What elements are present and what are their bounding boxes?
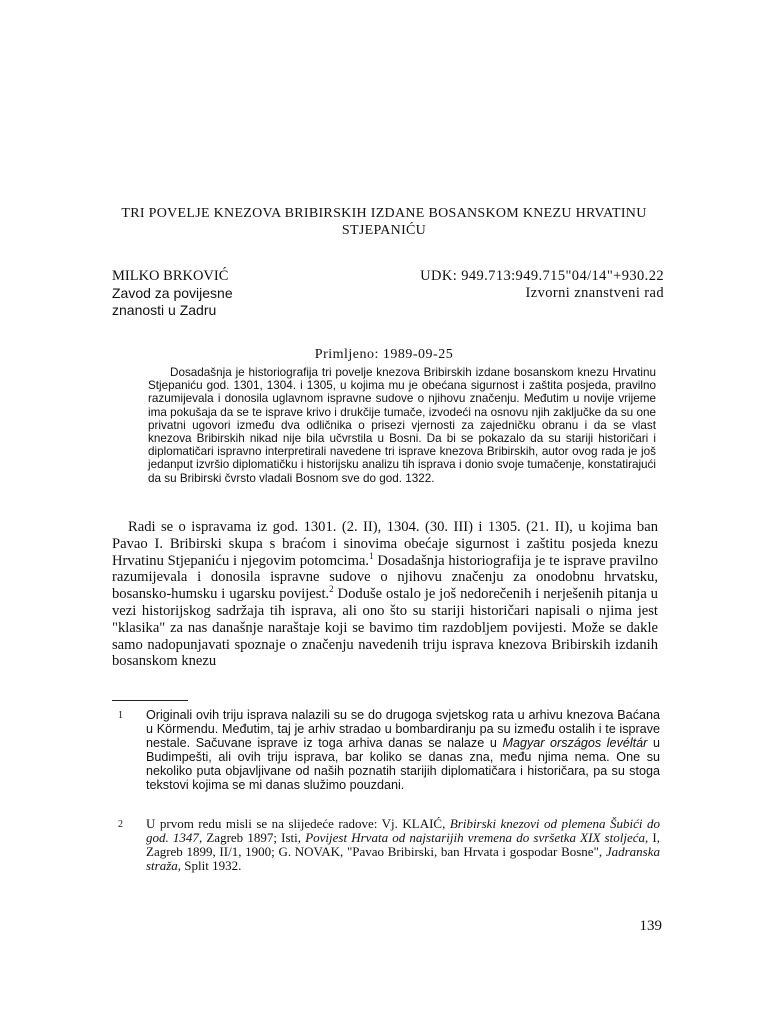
footnote-2-text — [146, 817, 660, 873]
received-date: Primljeno: 1989-09-25 — [314, 347, 454, 362]
footnote-2-text-e: , I, Zagreb 1899, II/1, 1900; G. NOVAK, "Pavao Bribirski, ban Hrvata i gospodar Bosne", — [146, 830, 661, 860]
footnote-2-work-1: Bribirski knezovi od plemena Šubići do god. 1347 — [146, 816, 660, 846]
footnote-2 — [112, 817, 660, 873]
body-text-part2: Dosadašnja historiografija je te isprave pravilno razumijevala i donosila ispravne sudove o njihovu značenju za onodobnu hrvatsku, bosansko-humsku i ugarsku povijest. — [112, 552, 658, 603]
article-type: Izvorni znanstveni rad — [525, 285, 664, 301]
footnote-ref-1: 1 — [369, 550, 374, 561]
footnote-2-work-2: Povijest Hrvata od najstarijih vremena do svršetka XIX stoljeća — [305, 830, 645, 846]
udk-code: UDK: 949.713:949.715"04/14"+930.22 — [420, 268, 664, 284]
footnote-1 — [112, 708, 660, 793]
article-meta — [420, 268, 664, 302]
footnote-2-text-c: , Zagreb 1897; Isti, — [198, 830, 306, 846]
footnote-1-number: 1 — [118, 710, 123, 721]
author-name: MILKO BRKOVIĆ — [112, 268, 229, 284]
article-title: TRI POVELJE KNEZOVA BRIBIRSKIH IZDANE BOSANSKOM KNEZU HRVATINU STJEPANIĆU — [121, 206, 647, 238]
footnote-2-text-a: U prvom redu misli se na slijedeće radove: Vj. KLAIĆ, — [146, 816, 450, 831]
footnote-ref-2: 2 — [329, 584, 334, 595]
footnote-2-text-g: , Split 1932. — [177, 858, 242, 874]
footnote-1-archive-name: Magyar országos levéltár — [502, 736, 648, 751]
footnote-2-journal: Jadranska straža — [146, 844, 660, 874]
footnote-2-number: 2 — [118, 819, 123, 830]
author-institution-line2: znanosti u Zadru — [112, 302, 217, 318]
footnote-1-text-c: u Budimpešti, ali ovih triju isprava, bar koliko se danas zna, među njima nema. One su nekoliko puta objavljivane od naših poznatih starijih diplomatičara i historičara, pa su stoga tekstovi kojima se mi danas služimo pouzdani. — [146, 736, 660, 793]
footnote-1-text-a: Originali ovih triju isprava nalazili su se do drugoga svjetskog rata u arhivu knezova Baćana u Körmendu. Međutim, taj je arhiv stradao u bombardiranju pa su između ostalih i te isprave nestale. Sačuvane isprave iz toga arhiva danas se nalaze u — [146, 708, 660, 751]
body-text — [112, 519, 658, 670]
footnote-1-text — [146, 708, 660, 793]
abstract: Dosadašnja je historiografija tri povelje knezova Bribirskih izdane bosanskom knezu Hrvatinu Stjepaniću god. 1301, 1304. i 1305, u kojima mu je obećana sigurnost i zaštita posjeda, pravilno razumijevala i donosila uglavnom ispravne sudove o njihovu značenju. Međutim u novije vrijeme ima pokušaja da se te isprave krivo i drukčije tumače, izvodeći na osnovu njih zaključke da su one privatni ugovori između dva odličnika o prisezi vjernosti za zajedničku obranu i da se vlast knezova Bribirskih nikad nije bila učvrstila u Bosni. Da bi se pokazalo da su stariji historičari i diplomatičari ispravno interpretirali navedene tri isprave knezova Bribirskih, autor ovog rada je još jedanput izvršio diplomatičku i historijsku analizu tih isprava i donio svoje tumačenje, konstatirajući da su Bribirski čvrsto vladali Bosnom sve do god. 1322. — [148, 366, 656, 485]
page-number: 139 — [639, 918, 662, 934]
footnote-divider — [112, 700, 188, 701]
author-block — [112, 268, 233, 319]
author-institution-line1: Zavod za povijesne — [112, 285, 233, 301]
body-text-part1: Radi se o ispravama iz god. 1301. (2. II), 1304. (30. III) i 1305. (21. II), u kojima ban Pavao I. Bribirski skupa s braćom i sinovima obećaje sigurnost i zaštitu posjeda knezu Hrvatinu Stjepaniću i njegovim potomcima. — [112, 519, 658, 569]
body-text-part3: Doduše ostalo je još nedorečenih i nerješenih pitanja u vezi historijskog sadržaja tih isprava, ali ono što su stariji historičari napisali o njima jest "klasika" za nas današnje naraštaje koji se bavimo tim razdobljem povijesti. Može se dakle samo nadopunjavati spoznaje o značenju navedenih triju isprava knezova Bribirskih izdanih bosanskom knezu — [112, 586, 658, 670]
